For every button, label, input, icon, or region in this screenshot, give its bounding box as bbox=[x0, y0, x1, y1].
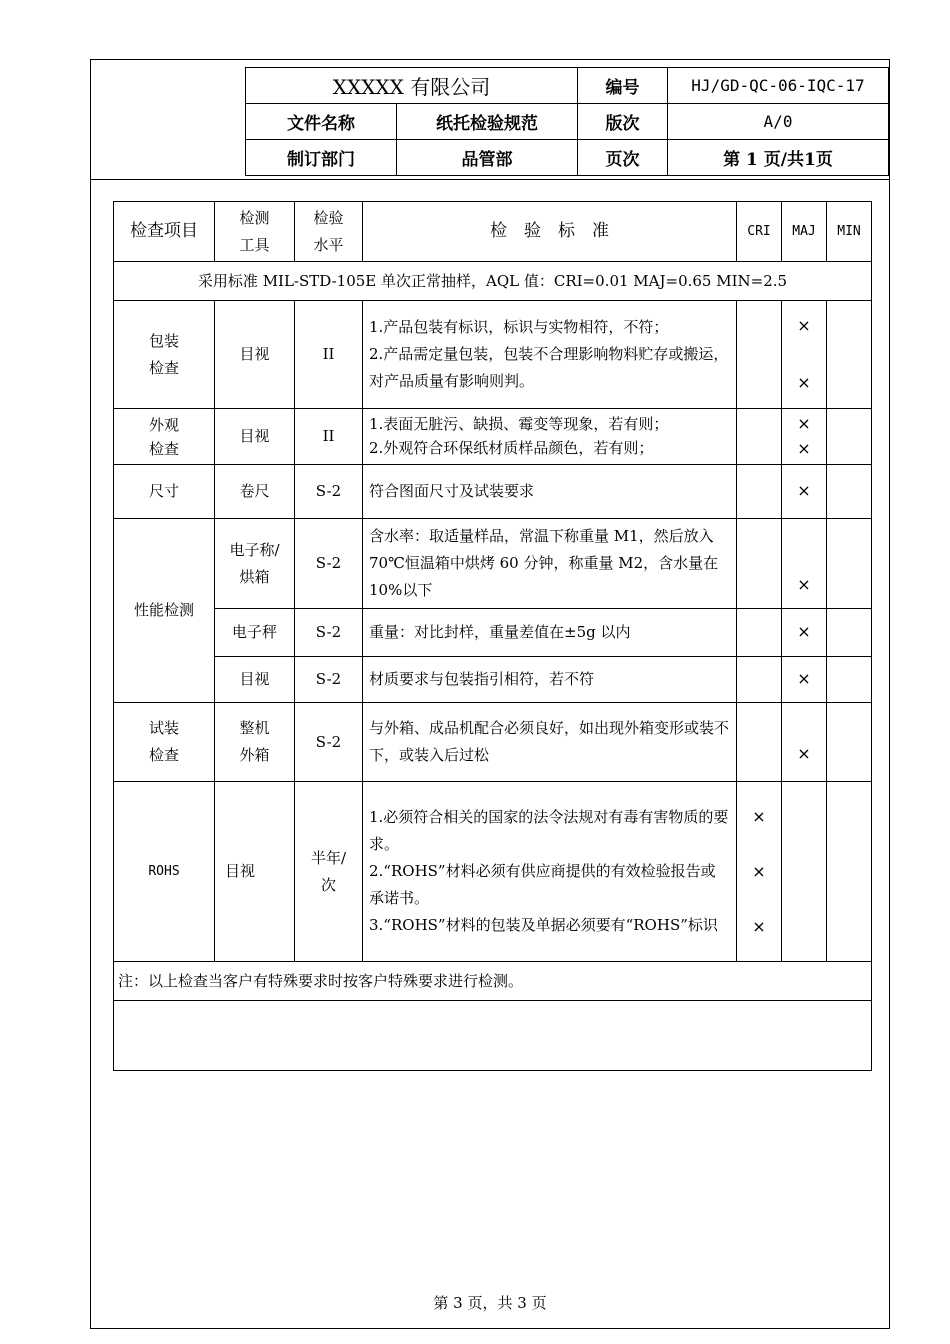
table-note: 注：以上检查当客户有特殊要求时按客户特殊要求进行检测。 bbox=[114, 962, 872, 1001]
header-maj: MAJ bbox=[782, 202, 827, 262]
document-header bbox=[245, 67, 889, 176]
header-cri: CRI bbox=[737, 202, 782, 262]
standard-cell: 符合图面尺寸及试装要求 bbox=[363, 465, 737, 519]
level-cell: S-2 bbox=[295, 703, 363, 782]
item-packaging: 包装 检查 bbox=[114, 301, 215, 409]
table-row bbox=[114, 409, 872, 465]
tool-cell: 电子称/ 烘箱 bbox=[215, 519, 295, 609]
level-cell: 半年/ 次 bbox=[295, 782, 363, 962]
table-row bbox=[114, 519, 872, 609]
header-standard: 检 验 标 准 bbox=[363, 202, 737, 262]
cri-marks: × × × bbox=[737, 782, 782, 962]
item-trial: 试装 检查 bbox=[114, 703, 215, 782]
header-divider bbox=[90, 179, 890, 180]
standard-cell: 含水率：取适量样品，常温下称重量 M1，然后放入 70℃恒温箱中烘烤 60 分钟，称重量 M2，含水量在 10%以下 bbox=[363, 519, 737, 609]
standard-cell: 与外箱、成品机配合必须良好，如出现外箱变形或装不下，或装入后过松 bbox=[363, 703, 737, 782]
tool-cell: 目视 bbox=[215, 782, 295, 962]
header-min: MIN bbox=[827, 202, 872, 262]
table-row bbox=[114, 703, 872, 782]
standard-cell: 材质要求与包装指引相符，若不符 bbox=[363, 657, 737, 703]
tool-cell: 电子秤 bbox=[215, 609, 295, 657]
item-performance: 性能检测 bbox=[114, 519, 215, 703]
item-size: 尺寸 bbox=[114, 465, 215, 519]
maj-mark: × bbox=[782, 609, 827, 657]
level-cell: S-2 bbox=[295, 465, 363, 519]
maj-marks: × × bbox=[782, 301, 827, 409]
item-appearance: 外观 检查 bbox=[114, 409, 215, 465]
page-value: 第 1 页/共1页 bbox=[668, 140, 889, 176]
table-row bbox=[114, 609, 872, 657]
standard-cell: 1.产品包装有标识，标识与实物相符，不符； 2.产品需定量包装，包装不合理影响物料贮存或搬运，对产品质量有影响则判。 bbox=[363, 301, 737, 409]
inspection-table bbox=[113, 201, 872, 1071]
table-row bbox=[114, 657, 872, 703]
header-tool: 检测 工具 bbox=[215, 202, 295, 262]
level-cell: S-2 bbox=[295, 519, 363, 609]
file-value: 纸托检验规范 bbox=[397, 104, 578, 140]
table-row bbox=[114, 782, 872, 962]
table-row bbox=[114, 301, 872, 409]
code-label: 编号 bbox=[578, 68, 668, 104]
standard-cell: 1.必须符合相关的国家的法令法规对有毒有害物质的要求。 2.“ROHS”材料必须有供应商提供的有效检验报告或承诺书。 3.“ROHS”材料的包装及单据必须要有“ROHS”标识 bbox=[363, 782, 737, 962]
sampling-standard: 采用标准 MIL-STD-105E 单次正常抽样，AQL 值：CRI=0.01 MAJ=0.65 MIN=2.5 bbox=[114, 262, 872, 301]
version-value: A/0 bbox=[668, 104, 889, 140]
level-cell: II bbox=[295, 301, 363, 409]
code-value: HJ/GD-QC-06-IQC-17 bbox=[668, 68, 889, 104]
table-row bbox=[114, 465, 872, 519]
header-row bbox=[114, 202, 872, 262]
tool-cell: 目视 bbox=[215, 409, 295, 465]
page-footer: 第 3 页，共 3 页 bbox=[433, 1294, 547, 1312]
dept-label: 制订部门 bbox=[246, 140, 397, 176]
tool-cell: 目视 bbox=[215, 301, 295, 409]
version-label: 版次 bbox=[578, 104, 668, 140]
blank-row bbox=[114, 1001, 872, 1071]
maj-mark: × bbox=[782, 465, 827, 519]
maj-mark: × bbox=[782, 703, 827, 782]
page-label: 页次 bbox=[578, 140, 668, 176]
level-cell: II bbox=[295, 409, 363, 465]
header-level: 检验 水平 bbox=[295, 202, 363, 262]
file-label: 文件名称 bbox=[246, 104, 397, 140]
tool-cell: 卷尺 bbox=[215, 465, 295, 519]
standard-cell: 重量：对比封样，重量差值在±5g 以内 bbox=[363, 609, 737, 657]
tool-cell: 目视 bbox=[215, 657, 295, 703]
maj-mark: × bbox=[782, 657, 827, 703]
dept-value: 品管部 bbox=[397, 140, 578, 176]
level-cell: S-2 bbox=[295, 657, 363, 703]
tool-cell: 整机 外箱 bbox=[215, 703, 295, 782]
level-cell: S-2 bbox=[295, 609, 363, 657]
item-rohs: ROHS bbox=[114, 782, 215, 962]
header-item: 检查项目 bbox=[114, 202, 215, 262]
standard-cell: 1.表面无脏污、缺损、霉变等现象，若有则； 2.外观符合环保纸材质样品颜色，若有则； bbox=[363, 409, 737, 465]
company-name: XXXXX 有限公司 bbox=[246, 68, 578, 104]
maj-marks: × × bbox=[782, 409, 827, 465]
maj-mark: × bbox=[782, 519, 827, 609]
